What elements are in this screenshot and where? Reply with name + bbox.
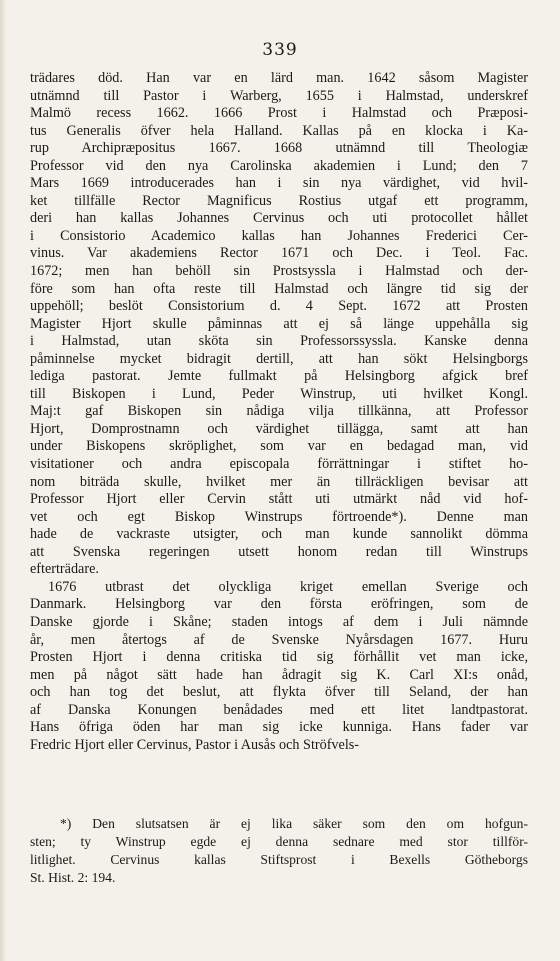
text-line: Hans öfriga öden har man sig icke kunniga. Hans fader var (30, 719, 528, 736)
text-line: nom biträda skulle, hvilket mer än tillräckligen bevisar att (30, 473, 528, 490)
text-line: Hjort, Domprostnamn och värdighet tillägga, samt att han (30, 420, 528, 437)
text-line: ket tillfälle Rector Magnificus Rostius utgaf ett programm, (30, 192, 528, 209)
text-line: Professor vid den nya Carolinska akademien i Lund; den 7 (30, 157, 528, 174)
binding-edge (0, 0, 6, 961)
text-line: tus Generalis öfver hela Halland. Kallas på en klocka i Ka- (30, 122, 528, 139)
main-text (30, 70, 528, 754)
text-line: 1676 utbrast det olyckliga kriget emellan Sverige och (48, 578, 528, 595)
text-line: Mars 1669 introducerades han i sin nya värdighet, vid hvil- (30, 175, 528, 192)
text-line: före som han ofta reste till Halmstad och längre tid sig der (30, 280, 528, 297)
text-line: påminnelse mycket bidragit dertill, att han sökt Helsingborgs (30, 350, 528, 367)
footnote-line: sten; ty Winstrup egde ej denna sednare med stor tillför- (30, 834, 528, 849)
text-line: år, men återtogs af de Svenske Nyårsdagen 1677. Huru (30, 631, 528, 648)
text-line: Maj:t gaf Biskopen sin nådiga vilja tillkänna, att Professor (30, 403, 528, 420)
text-line: under Biskopens skröplighet, som var en bedagad man, vid (30, 438, 528, 455)
text-line: Danske gjorde i Skåne; staden intogs af dem i Juli nämnde (30, 613, 528, 630)
text-line: till Biskopen i Lund, Peder Winstrup, uti hvilket Kongl. (30, 385, 528, 402)
footnote-line: St. Hist. 2: 194. (30, 870, 116, 885)
footnote-line: *) Den slutsatsen är ej lika säker som den om hofgun- (60, 816, 528, 831)
text-line: af Danska Konungen benådades med ett litet landtpastorat. (30, 701, 528, 718)
text-line: Fredric Hjort eller Cervinus, Pastor i Ausås och Ströfvels- (30, 736, 360, 753)
text-line: visitationer och andra episcopala förrättningar i stiftet ho- (30, 456, 528, 473)
footnote (30, 815, 528, 887)
text-line: deri han kallas Johannes Cervinus och uti protocollet hållet (30, 210, 528, 227)
text-line: uppehöll; beslöt Consistorium d. 4 Sept. 1672 att Prosten (30, 298, 528, 315)
text-line: och han tog det beslut, att flykta öfver till Seland, der han (30, 684, 528, 701)
text-line: i Halmstad, utan sköta sin Professorssyssla. Kanske denna (30, 333, 528, 350)
page-number: 339 (262, 40, 298, 60)
text-line: Professor Hjort eller Cervin stått uti utmärkt nåd vid hof- (30, 491, 528, 508)
text-line: utnämnd till Pastor i Warberg, 1655 i Halmstad, underskref (30, 87, 528, 104)
text-line: trädares död. Han var en lärd man. 1642 såsom Magister (30, 70, 528, 86)
text-line: lediga pastorat. Jemte fullmakt på Helsingborg afgick bref (30, 368, 528, 385)
text-line: Magister Hjort skulle påminnas att ej så länge uppehålla sig (30, 315, 528, 332)
text-line: i Consistorio Academico kallas han Johannes Frederici Cer- (30, 227, 528, 244)
text-line: Danmark. Helsingborg var den första eröfringen, som de (30, 596, 528, 613)
text-line: rup Archipræpositus 1667. 1668 utnämnd till Theologiæ (30, 140, 528, 157)
paragraph-2 (30, 579, 528, 754)
text-line: vet och egt Biskop Winstrups förtroende*). Denne man (30, 508, 528, 525)
paragraph-1 (30, 70, 528, 579)
text-line: hade de vackraste utsigter, och man kunde sannolikt dömma (30, 526, 528, 543)
footnote-line: litlighet. Cervinus kallas Stiftsprost i Bexells Götheborgs (30, 852, 528, 867)
text-line: Prosten Hjort i denna critiska tid sig förhållit vet man icke, (30, 649, 528, 666)
text-line: efterträdare. (30, 561, 99, 578)
text-line: Malmö recess 1662. 1666 Prost i Halmstad och Præposi- (30, 105, 528, 122)
text-line: vinus. Var akademiens Rector 1671 och Dec. i Teol. Fac. (30, 245, 528, 262)
text-line: att Svenska regeringen utsett honom redan till Winstrups (30, 543, 528, 560)
text-line: men på något sätt hade han ådragit sig K. Carl XI:s onåd, (30, 666, 528, 683)
text-line: 1672; men han behöll sin Prostsyssla i Halmstad och der- (30, 263, 528, 280)
